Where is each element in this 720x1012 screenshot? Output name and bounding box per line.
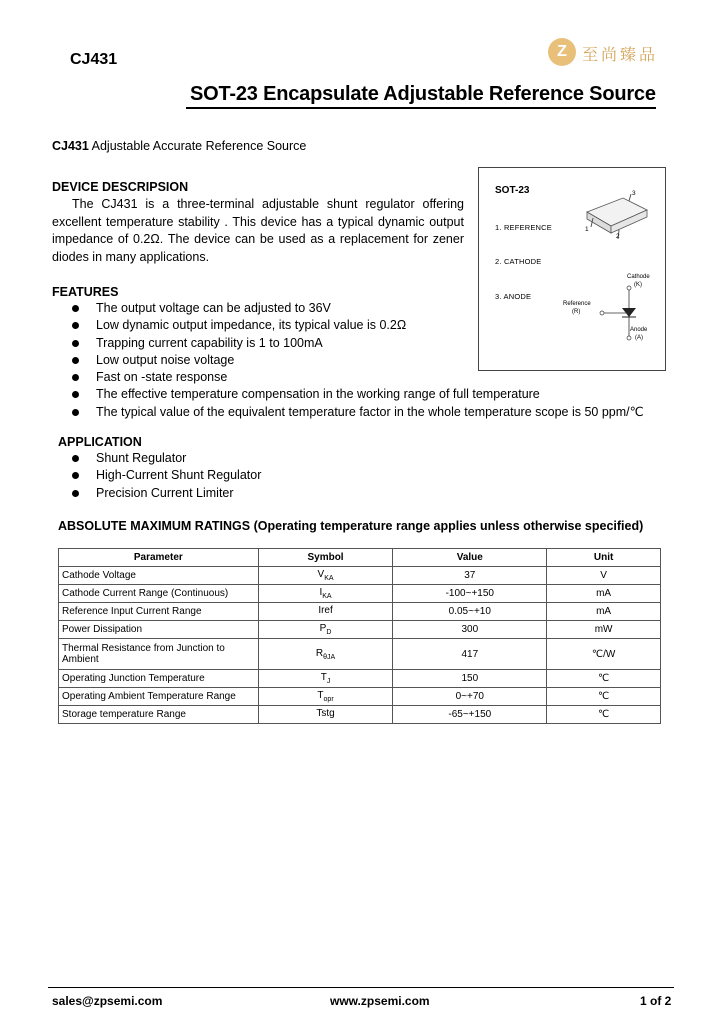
cell-symbol: $R_{\theta JA}$ — [258, 639, 393, 670]
column-header-value: Value — [393, 549, 547, 567]
table-row — [59, 603, 661, 621]
list-item: Low output noise voltage — [70, 352, 644, 369]
list-item: The typical value of the equivalent temperature factor in the whole temperature scope is 50 ppm/℃ — [70, 404, 644, 421]
logo-text: 至尚臻品 — [582, 45, 659, 64]
cell-unit: mA — [547, 603, 661, 621]
subtitle — [52, 139, 306, 153]
cell-symbol: Iref — [258, 603, 393, 621]
cell-unit: ℃ — [547, 670, 661, 688]
table-header-row — [59, 549, 661, 567]
application-list — [70, 450, 261, 502]
cell-value: 150 — [393, 670, 547, 688]
column-header-unit: Unit — [547, 549, 661, 567]
company-logo — [548, 38, 688, 68]
title-divider — [186, 107, 656, 109]
list-item: Low dynamic output impedance, its typical value is 0.2Ω — [70, 317, 644, 334]
description-body — [52, 196, 464, 266]
pin-number-3: 3 — [632, 190, 636, 197]
cell-symbol: $P_D$ — [258, 621, 393, 639]
cell-parameter: Cathode Voltage — [59, 567, 259, 585]
cell-value: -100~+150 — [393, 585, 547, 603]
cell-value: 300 — [393, 621, 547, 639]
cell-parameter: Reference Input Current Range — [59, 603, 259, 621]
description-heading: DEVICE DESCRIPSION — [52, 180, 189, 194]
cell-value: 0.05~+10 — [393, 603, 547, 621]
pin-number-1: 1 — [585, 226, 589, 233]
part-number: CJ431 — [70, 51, 118, 68]
cell-parameter: Operating Junction Temperature — [59, 670, 259, 688]
cell-unit: ℃ — [547, 706, 661, 724]
pin-number-2: 2 — [616, 233, 620, 240]
cell-unit: ℃ — [547, 688, 661, 706]
ratings-heading: ABSOLUTE MAXIMUM RATINGS (Operating temperature range applies unless otherwise specified) — [58, 519, 644, 533]
pin-1-label: 1. REFERENCE — [495, 223, 552, 232]
cathode-code: (K) — [634, 282, 642, 288]
list-item: Fast on -state response — [70, 369, 644, 386]
column-header-symbol: Symbol — [258, 549, 393, 567]
package-title: SOT-23 — [495, 185, 530, 196]
table-row — [59, 670, 661, 688]
footer-divider — [48, 987, 674, 988]
document-title: SOT-23 Encapsulate Adjustable Reference Source — [190, 83, 656, 105]
cell-value: 37 — [393, 567, 547, 585]
cell-unit: mW — [547, 621, 661, 639]
cathode-label: Cathode — [627, 274, 650, 280]
list-item: Shunt Regulator — [70, 450, 261, 467]
table-row — [59, 688, 661, 706]
cell-symbol: $T_{opr}$ — [258, 688, 393, 706]
ratings-table — [58, 548, 661, 724]
cell-symbol: $I_{KA}$ — [258, 585, 393, 603]
sot23-package-icon — [579, 186, 659, 250]
description-text: The CJ431 is a three-terminal adjustable shunt regulator offering excellent temperature stability . This device has a typical dynamic output impedance of 0.2Ω. The device can be used as a replacement for zener diodes in many applications. — [52, 197, 464, 264]
cell-value: -65~+150 — [393, 706, 547, 724]
cell-parameter: Cathode Current Range (Continuous) — [59, 585, 259, 603]
anode-code: (A) — [635, 335, 643, 341]
cell-parameter: Operating Ambient Temperature Range — [59, 688, 259, 706]
anode-label: Anode — [630, 327, 648, 333]
subtitle-part: CJ431 — [52, 139, 89, 153]
column-header-parameter: Parameter — [59, 549, 259, 567]
cell-value: 417 — [393, 639, 547, 670]
features-heading: FEATURES — [52, 285, 119, 299]
cell-symbol: Tstg — [258, 706, 393, 724]
list-item: The output voltage can be adjusted to 36V — [70, 300, 644, 317]
table-row — [59, 639, 661, 670]
cell-symbol: $V_{KA}$ — [258, 567, 393, 585]
features-list — [70, 300, 644, 421]
pin-3-label: 3. ANODE — [495, 292, 532, 301]
cell-unit: ℃/W — [547, 639, 661, 670]
list-item: Trapping current capability is 1 to 100mA — [70, 335, 644, 352]
cell-parameter: Power Dissipation — [59, 621, 259, 639]
reference-label: Reference — [563, 301, 591, 307]
application-heading: APPLICATION — [58, 435, 142, 449]
cell-symbol: $T_J$ — [258, 670, 393, 688]
table-row — [59, 585, 661, 603]
list-item: The effective temperature compensation in the working range of full temperature — [70, 386, 644, 403]
table-row — [59, 621, 661, 639]
subtitle-text: Adjustable Accurate Reference Source — [91, 139, 307, 153]
cell-unit: V — [547, 567, 661, 585]
footer-email[interactable]: sales@zpsemi.com — [52, 994, 163, 1008]
cell-value: 0~+70 — [393, 688, 547, 706]
table-row — [59, 706, 661, 724]
cell-parameter: Storage temperature Range — [59, 706, 259, 724]
cell-parameter: Thermal Resistance from Junction to Ambient — [59, 639, 259, 670]
table-row — [59, 567, 661, 585]
reference-code: (R) — [572, 309, 581, 315]
logo-mark-icon: Z — [548, 38, 576, 66]
cell-unit: mA — [547, 585, 661, 603]
footer-website[interactable]: www.zpsemi.com — [330, 994, 430, 1008]
footer-page-number: 1 of 2 — [640, 994, 672, 1008]
list-item: High-Current Shunt Regulator — [70, 467, 261, 484]
pin-2-label: 2. CATHODE — [495, 257, 542, 266]
list-item: Precision Current Limiter — [70, 485, 261, 502]
